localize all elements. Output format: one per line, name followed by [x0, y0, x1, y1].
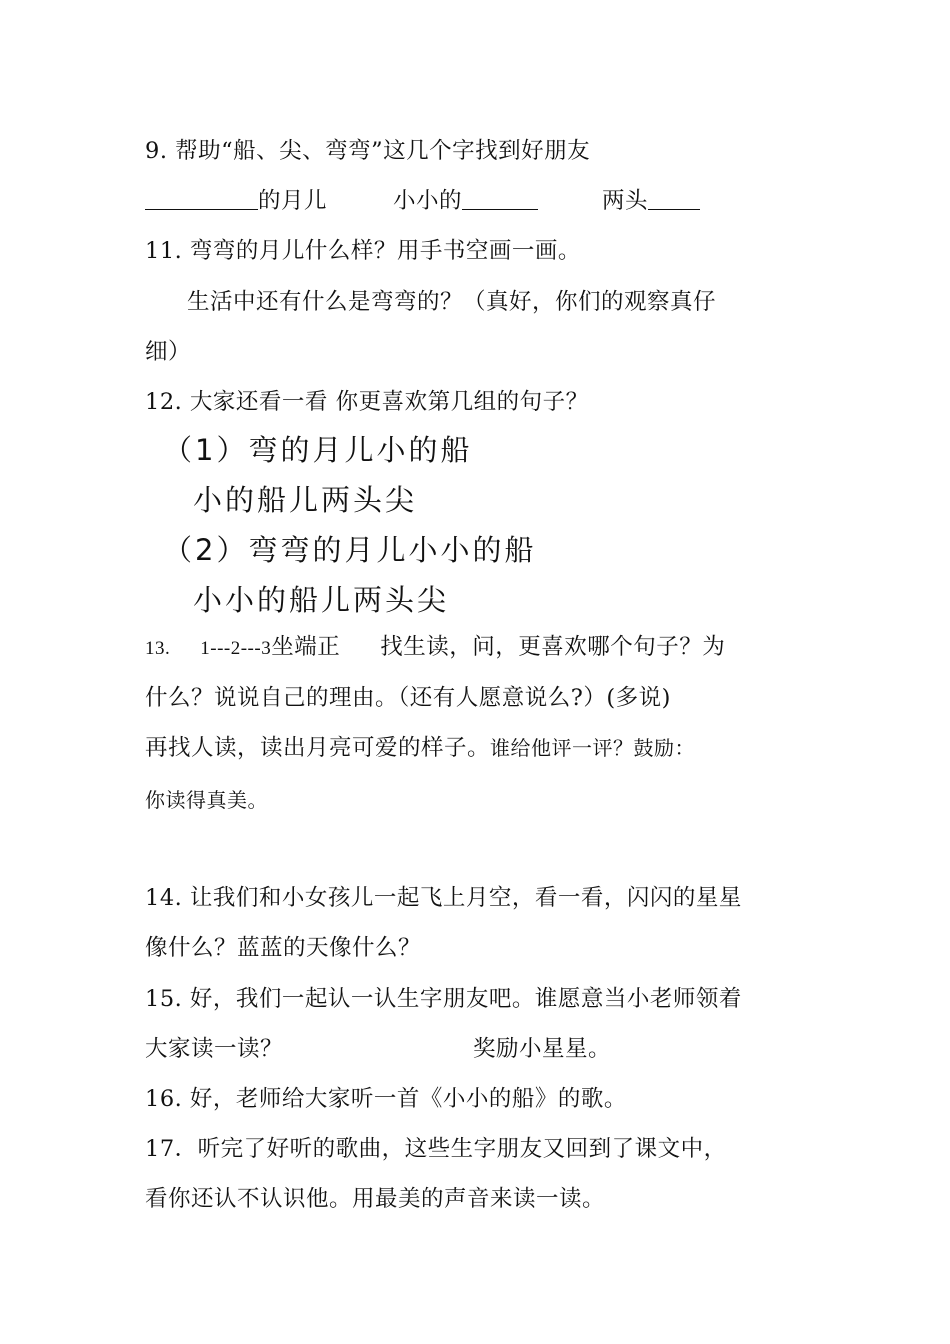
q13-ask: 找生读，问，更喜欢哪个句子？为 [380, 634, 726, 660]
q13-line-3-a: 再找人读，读出月亮可爱的样子。 [145, 735, 491, 761]
q12-group-2-line-2: 小小的船儿两头尖 [193, 583, 450, 617]
q9-blank-2 [462, 187, 538, 210]
q17-line-2: 看你还认不认识他。用最美的声音来读一读。 [145, 1186, 606, 1212]
q12-group-1-line-2: 小的船儿两头尖 [193, 483, 418, 517]
q9-fill-in-row [145, 186, 700, 216]
q9-part-2: 小小的 [393, 188, 463, 214]
q13-count: 1---2---3 [200, 638, 272, 659]
q13-line-3-b: 谁给他评一评？鼓励： [490, 736, 696, 760]
q13-line-4: 你读得真美。 [145, 788, 268, 812]
q11-line-3: 细） [145, 339, 192, 365]
q15-line-2 [145, 1034, 611, 1064]
q17-line-1: 17．听完了好听的歌曲，这些生字朋友又回到了课文中， [145, 1136, 727, 1162]
q15-line-1: 15. 好，我们一起认一认生字朋友吧。谁愿意当小老师领着 [145, 986, 742, 1012]
q9-title: 9. 帮助“船、尖、弯弯”这几个字找到好朋友 [145, 138, 591, 164]
q11-line-1: 11. 弯弯的月儿什么样？用手书空画一画。 [145, 238, 581, 264]
q15-line-2-a: 大家读一读？ [145, 1036, 284, 1062]
q13-line-3 [145, 733, 695, 763]
q12-title: 12. 大家还看一看 你更喜欢第几组的句子？ [145, 389, 589, 415]
q14-line-2: 像什么？蓝蓝的天像什么？ [145, 935, 422, 961]
q9-part-1: 的月儿 [258, 188, 328, 214]
q12-group-2-line-1: （2）弯弯的月儿小小的船 [163, 533, 537, 567]
q14-line-1: 14. 让我们和小女孩儿一起飞上月空，看一看，闪闪的星星 [145, 885, 742, 911]
q9-blank-1 [145, 187, 258, 210]
q13-line-2: 什么？说说自己的理由。（还有人愿意说么?）(多说) [145, 685, 671, 711]
q13-line-1 [145, 632, 725, 664]
q12-group-1-line-1: （1）弯的月儿小的船 [163, 433, 473, 467]
q11-line-2: 生活中还有什么是弯弯的？（真好，你们的观察真仔 [187, 289, 717, 315]
q16-line-1: 16. 好，老师给大家听一首《小小的船》的歌。 [145, 1086, 627, 1112]
q15-line-2-b: 奖励小星星。 [473, 1036, 612, 1062]
q13-sit-up: 坐端正 [271, 634, 341, 660]
q9-blank-3 [648, 187, 700, 210]
q13-number: 13. [145, 638, 171, 659]
q9-part-3: 两头 [602, 188, 649, 214]
